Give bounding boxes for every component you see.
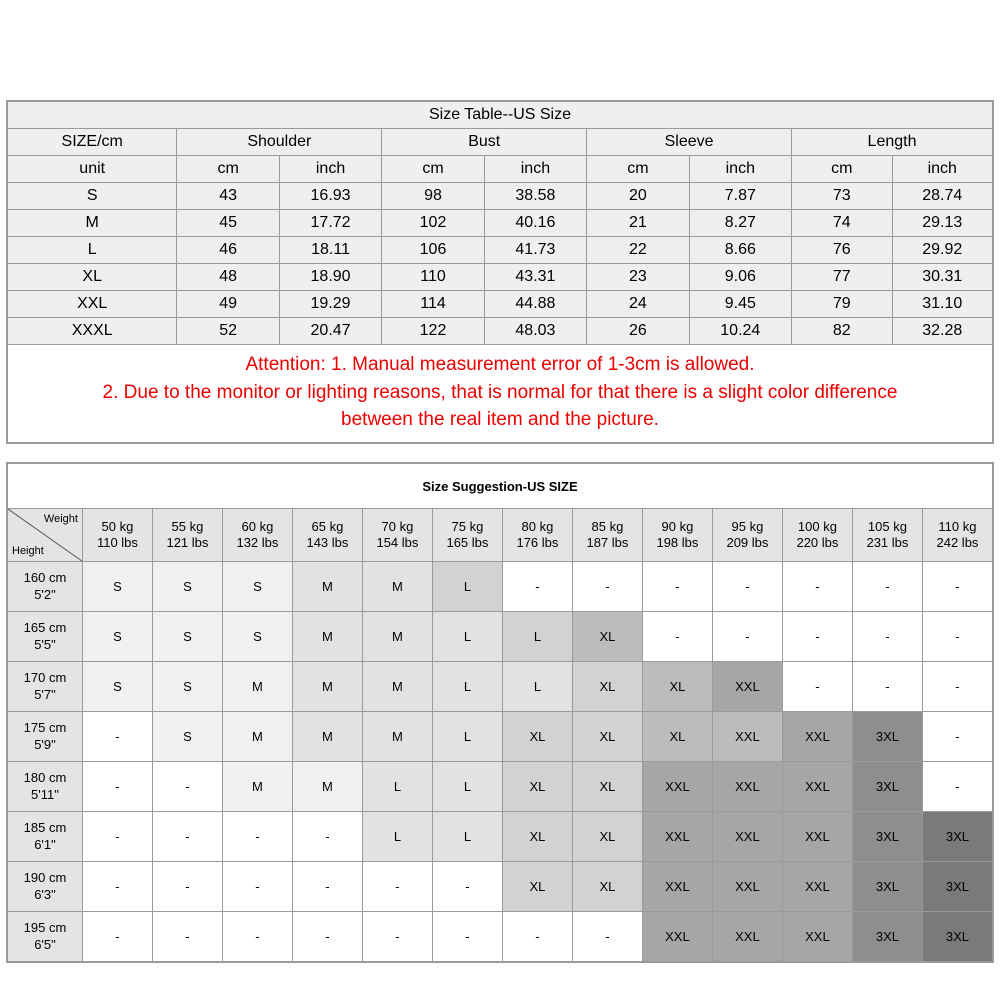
height-header bbox=[8, 762, 83, 812]
cell: S bbox=[222, 562, 292, 612]
height-header bbox=[8, 662, 83, 712]
cell: XL bbox=[572, 712, 642, 762]
cell: XL bbox=[8, 264, 177, 291]
cell: XL bbox=[642, 712, 712, 762]
group-header-sleeve: Sleeve bbox=[587, 129, 792, 156]
cell: S bbox=[82, 662, 152, 712]
height-ft: 5'11" bbox=[31, 786, 59, 802]
cell: S bbox=[82, 562, 152, 612]
cell: XXL bbox=[8, 291, 177, 318]
cell: XXL bbox=[782, 862, 852, 912]
weight-lbs: 187 lbs bbox=[586, 535, 629, 550]
weight-lbs: 132 lbs bbox=[236, 535, 279, 550]
axis-corner-cell bbox=[8, 509, 83, 562]
cell: S bbox=[152, 712, 222, 762]
cell: XXL bbox=[712, 762, 782, 812]
table-row bbox=[8, 318, 993, 345]
cell: S bbox=[152, 612, 222, 662]
height-header bbox=[8, 912, 83, 962]
unit-label: unit bbox=[8, 156, 177, 183]
table-row bbox=[8, 183, 993, 210]
weight-kg: 110 kg bbox=[938, 518, 977, 534]
size-suggestion-block bbox=[6, 462, 994, 963]
cell: M bbox=[292, 662, 362, 712]
cell: XXL bbox=[712, 662, 782, 712]
height-cm: 190 cm bbox=[23, 870, 67, 886]
cell: XXL bbox=[642, 912, 712, 962]
weight-kg: 100 kg bbox=[797, 518, 837, 534]
cell: XL bbox=[572, 862, 642, 912]
cell: XXL bbox=[712, 912, 782, 962]
cell: 3XL bbox=[852, 762, 922, 812]
cell: S bbox=[8, 183, 177, 210]
cell: XL bbox=[502, 712, 572, 762]
unit-length-cm: cm bbox=[792, 156, 892, 183]
height-ft: 6'1" bbox=[34, 836, 56, 852]
cell: - bbox=[922, 712, 992, 762]
cell: 18.11 bbox=[279, 237, 381, 264]
cell: - bbox=[712, 612, 782, 662]
cell: 20 bbox=[587, 183, 689, 210]
cell: 16.93 bbox=[279, 183, 381, 210]
weight-header bbox=[362, 509, 432, 562]
height-ft: 5'2" bbox=[34, 586, 56, 602]
weight-kg: 60 kg bbox=[241, 518, 274, 534]
cell: L bbox=[432, 812, 502, 862]
cell: 43.31 bbox=[484, 264, 586, 291]
cell: S bbox=[82, 612, 152, 662]
cell: XL bbox=[572, 812, 642, 862]
table-row bbox=[8, 612, 993, 662]
unit-bust-inch: inch bbox=[484, 156, 586, 183]
cell: 31.10 bbox=[892, 291, 993, 318]
unit-length-inch: inch bbox=[892, 156, 993, 183]
cell: M bbox=[362, 662, 432, 712]
cell: - bbox=[642, 562, 712, 612]
cell: - bbox=[852, 662, 922, 712]
weight-header bbox=[152, 509, 222, 562]
weight-lbs: 143 lbs bbox=[306, 535, 349, 550]
cell: S bbox=[152, 662, 222, 712]
cell: L bbox=[432, 762, 502, 812]
weight-header bbox=[502, 509, 572, 562]
cell: 3XL bbox=[922, 912, 992, 962]
unit-sleeve-cm: cm bbox=[587, 156, 689, 183]
cell: S bbox=[222, 612, 292, 662]
table-row bbox=[8, 762, 993, 812]
height-cm: 185 cm bbox=[23, 820, 67, 836]
cell: - bbox=[362, 912, 432, 962]
cell: - bbox=[222, 912, 292, 962]
cell: 9.45 bbox=[689, 291, 791, 318]
height-ft: 5'7" bbox=[34, 686, 56, 702]
cell: 29.13 bbox=[892, 210, 993, 237]
cell: 3XL bbox=[852, 862, 922, 912]
cell: 8.27 bbox=[689, 210, 791, 237]
weight-lbs: 242 lbs bbox=[936, 535, 979, 550]
cell: L bbox=[8, 237, 177, 264]
cell: - bbox=[82, 862, 152, 912]
weight-kg: 70 kg bbox=[381, 518, 414, 534]
table-row bbox=[8, 562, 993, 612]
cell: 38.58 bbox=[484, 183, 586, 210]
cell: XL bbox=[502, 862, 572, 912]
height-cm: 195 cm bbox=[23, 920, 67, 936]
cell: - bbox=[222, 862, 292, 912]
table-row bbox=[8, 662, 993, 712]
cell: 3XL bbox=[922, 812, 992, 862]
cell: XL bbox=[572, 662, 642, 712]
weight-header bbox=[432, 509, 502, 562]
size-table-group-header-row bbox=[8, 129, 993, 156]
cell: XL bbox=[572, 762, 642, 812]
table-row bbox=[8, 812, 993, 862]
table-row bbox=[8, 291, 993, 318]
height-ft: 5'9" bbox=[34, 736, 56, 752]
cell: - bbox=[922, 762, 992, 812]
cell: - bbox=[432, 912, 502, 962]
cell: - bbox=[82, 712, 152, 762]
height-header bbox=[8, 812, 83, 862]
weight-header bbox=[222, 509, 292, 562]
table-row bbox=[8, 210, 993, 237]
weight-lbs: 209 lbs bbox=[726, 535, 769, 550]
weight-lbs: 154 lbs bbox=[376, 535, 419, 550]
cell: 79 bbox=[792, 291, 892, 318]
height-header bbox=[8, 612, 83, 662]
weight-lbs: 176 lbs bbox=[516, 535, 559, 550]
cell: 77 bbox=[792, 264, 892, 291]
cell: XXL bbox=[712, 862, 782, 912]
cell: XXL bbox=[782, 712, 852, 762]
height-header bbox=[8, 712, 83, 762]
cell: 30.31 bbox=[892, 264, 993, 291]
suggestion-title-row bbox=[8, 464, 993, 509]
weight-lbs: 220 lbs bbox=[796, 535, 839, 550]
unit-bust-cm: cm bbox=[382, 156, 484, 183]
unit-sleeve-inch: inch bbox=[689, 156, 791, 183]
cell: - bbox=[292, 862, 362, 912]
cell: XL bbox=[642, 662, 712, 712]
height-cm: 170 cm bbox=[23, 670, 67, 686]
weight-kg: 50 kg bbox=[101, 518, 134, 534]
cell: - bbox=[152, 912, 222, 962]
weight-kg: 65 kg bbox=[311, 518, 344, 534]
height-cm: 160 cm bbox=[23, 570, 67, 586]
cell: 40.16 bbox=[484, 210, 586, 237]
cell: 74 bbox=[792, 210, 892, 237]
cell: XL bbox=[502, 762, 572, 812]
weight-kg: 55 kg bbox=[171, 518, 204, 534]
table-row bbox=[8, 912, 993, 962]
height-ft: 5'5" bbox=[34, 636, 56, 652]
cell: 73 bbox=[792, 183, 892, 210]
cell: 22 bbox=[587, 237, 689, 264]
cell: XL bbox=[572, 612, 642, 662]
cell: 20.47 bbox=[279, 318, 381, 345]
cell: S bbox=[152, 562, 222, 612]
cell: - bbox=[502, 912, 572, 962]
cell: 52 bbox=[177, 318, 279, 345]
cell: M bbox=[222, 712, 292, 762]
size-table-unit-row bbox=[8, 156, 993, 183]
cell: L bbox=[362, 812, 432, 862]
weight-lbs: 165 lbs bbox=[446, 535, 489, 550]
cell: 23 bbox=[587, 264, 689, 291]
cell: - bbox=[572, 562, 642, 612]
cell: 114 bbox=[382, 291, 484, 318]
height-cm: 175 cm bbox=[23, 720, 67, 736]
size-table-title-row bbox=[8, 102, 993, 129]
cell: L bbox=[432, 612, 502, 662]
cell: - bbox=[152, 762, 222, 812]
cell: 3XL bbox=[852, 812, 922, 862]
cell: XXL bbox=[642, 762, 712, 812]
cell: 29.92 bbox=[892, 237, 993, 264]
weight-kg: 80 kg bbox=[521, 518, 554, 534]
weight-lbs: 198 lbs bbox=[656, 535, 699, 550]
cell: 110 bbox=[382, 264, 484, 291]
cell: M bbox=[222, 762, 292, 812]
height-cm: 180 cm bbox=[23, 770, 67, 786]
attention-line-3: between the real item and the picture. bbox=[341, 409, 659, 431]
weight-lbs: 110 lbs bbox=[96, 535, 138, 550]
cell: L bbox=[502, 612, 572, 662]
weight-header bbox=[642, 509, 712, 562]
weight-header bbox=[712, 509, 782, 562]
height-ft: 6'3" bbox=[34, 886, 56, 902]
table-row bbox=[8, 264, 993, 291]
cell: - bbox=[152, 862, 222, 912]
weight-header bbox=[572, 509, 642, 562]
cell: - bbox=[782, 612, 852, 662]
cell: - bbox=[82, 762, 152, 812]
cell: 3XL bbox=[852, 912, 922, 962]
cell: L bbox=[502, 662, 572, 712]
attention-note bbox=[7, 345, 993, 443]
cell: M bbox=[222, 662, 292, 712]
unit-shoulder-inch: inch bbox=[279, 156, 381, 183]
height-cm: 165 cm bbox=[23, 620, 67, 636]
cell: XXL bbox=[642, 862, 712, 912]
cell: 24 bbox=[587, 291, 689, 318]
cell: - bbox=[922, 612, 992, 662]
cell: L bbox=[432, 562, 502, 612]
cell: - bbox=[82, 812, 152, 862]
cell: - bbox=[362, 862, 432, 912]
cell: M bbox=[292, 762, 362, 812]
cell: 76 bbox=[792, 237, 892, 264]
cell: 21 bbox=[587, 210, 689, 237]
cell: 26 bbox=[587, 318, 689, 345]
height-axis-label: Height bbox=[12, 545, 44, 557]
cell: 82 bbox=[792, 318, 892, 345]
cell: 17.72 bbox=[279, 210, 381, 237]
cell: 43 bbox=[177, 183, 279, 210]
cell: M bbox=[362, 712, 432, 762]
cell: XXL bbox=[712, 812, 782, 862]
cell: - bbox=[922, 662, 992, 712]
size-table-block bbox=[6, 100, 994, 444]
cell: 44.88 bbox=[484, 291, 586, 318]
group-header-size: SIZE/cm bbox=[8, 129, 177, 156]
cell: 3XL bbox=[922, 862, 992, 912]
group-header-bust: Bust bbox=[382, 129, 587, 156]
cell: L bbox=[432, 662, 502, 712]
cell: L bbox=[432, 712, 502, 762]
cell: - bbox=[852, 562, 922, 612]
weight-header bbox=[922, 509, 992, 562]
cell: 45 bbox=[177, 210, 279, 237]
cell: 19.29 bbox=[279, 291, 381, 318]
cell: - bbox=[152, 812, 222, 862]
table-row bbox=[8, 712, 993, 762]
cell: M bbox=[362, 612, 432, 662]
cell: 102 bbox=[382, 210, 484, 237]
cell: 9.06 bbox=[689, 264, 791, 291]
attention-line-2: 2. Due to the monitor or lighting reasons, that is normal for that there is a slight color difference bbox=[102, 381, 898, 403]
weight-kg: 105 kg bbox=[867, 518, 907, 534]
cell: 98 bbox=[382, 183, 484, 210]
size-table bbox=[7, 101, 993, 345]
table-row bbox=[8, 237, 993, 264]
cell: 18.90 bbox=[279, 264, 381, 291]
weight-kg: 90 kg bbox=[661, 518, 694, 534]
cell: 48.03 bbox=[484, 318, 586, 345]
height-header bbox=[8, 862, 83, 912]
cell: 3XL bbox=[852, 712, 922, 762]
weight-lbs: 121 lbs bbox=[166, 535, 209, 550]
suggestion-title: Size Suggestion-US SIZE bbox=[8, 464, 993, 509]
weight-axis-label: Weight bbox=[43, 513, 78, 525]
cell: M bbox=[292, 562, 362, 612]
cell: - bbox=[782, 662, 852, 712]
cell: 28.74 bbox=[892, 183, 993, 210]
group-header-length: Length bbox=[792, 129, 993, 156]
cell: XXL bbox=[642, 812, 712, 862]
weight-header bbox=[82, 509, 152, 562]
weight-kg: 85 kg bbox=[591, 518, 624, 534]
height-ft: 6'5" bbox=[34, 936, 56, 952]
cell: - bbox=[82, 912, 152, 962]
cell: 48 bbox=[177, 264, 279, 291]
group-header-shoulder: Shoulder bbox=[177, 129, 382, 156]
weight-kg: 95 kg bbox=[731, 518, 764, 534]
weight-lbs: 231 lbs bbox=[866, 535, 909, 550]
cell: - bbox=[572, 912, 642, 962]
cell: 122 bbox=[382, 318, 484, 345]
table-row bbox=[8, 862, 993, 912]
cell: - bbox=[222, 812, 292, 862]
suggestion-header-row bbox=[8, 509, 993, 562]
weight-kg: 75 kg bbox=[451, 518, 484, 534]
cell: - bbox=[432, 862, 502, 912]
cell: - bbox=[922, 562, 992, 612]
cell: M bbox=[362, 562, 432, 612]
cell: XXL bbox=[782, 812, 852, 862]
weight-header bbox=[782, 509, 852, 562]
cell: 32.28 bbox=[892, 318, 993, 345]
cell: M bbox=[292, 712, 362, 762]
size-suggestion-table bbox=[7, 463, 993, 962]
cell: M bbox=[8, 210, 177, 237]
cell: 46 bbox=[177, 237, 279, 264]
cell: - bbox=[292, 912, 362, 962]
cell: M bbox=[292, 612, 362, 662]
cell: 106 bbox=[382, 237, 484, 264]
weight-header bbox=[852, 509, 922, 562]
cell: 41.73 bbox=[484, 237, 586, 264]
cell: 7.87 bbox=[689, 183, 791, 210]
size-table-title: Size Table--US Size bbox=[8, 102, 993, 129]
cell: 10.24 bbox=[689, 318, 791, 345]
attention-line-1: Attention: 1. Manual measurement error of 1-3cm is allowed. bbox=[245, 354, 755, 375]
cell: 8.66 bbox=[689, 237, 791, 264]
cell: XXL bbox=[782, 912, 852, 962]
cell: XL bbox=[502, 812, 572, 862]
cell: - bbox=[852, 612, 922, 662]
height-header bbox=[8, 562, 83, 612]
unit-shoulder-cm: cm bbox=[177, 156, 279, 183]
cell: - bbox=[502, 562, 572, 612]
cell: - bbox=[712, 562, 782, 612]
cell: XXXL bbox=[8, 318, 177, 345]
weight-header bbox=[292, 509, 362, 562]
cell: - bbox=[292, 812, 362, 862]
cell: L bbox=[362, 762, 432, 812]
cell: XXL bbox=[782, 762, 852, 812]
cell: - bbox=[642, 612, 712, 662]
cell: - bbox=[782, 562, 852, 612]
cell: 49 bbox=[177, 291, 279, 318]
cell: XXL bbox=[712, 712, 782, 762]
